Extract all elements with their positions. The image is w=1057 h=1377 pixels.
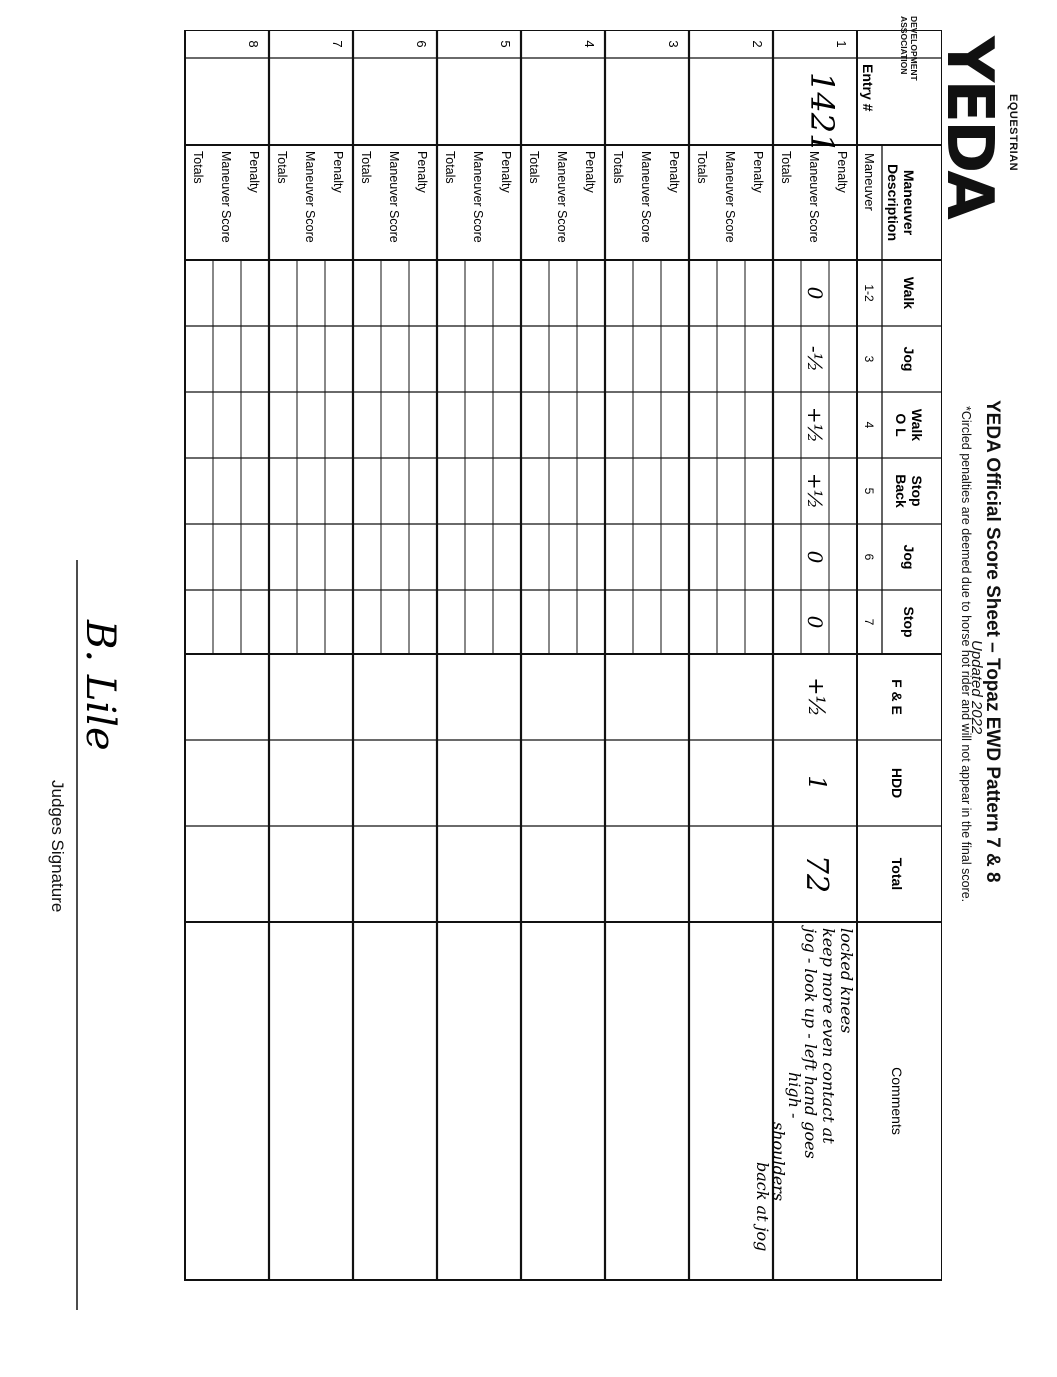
maneuver-score-value: 0 <box>803 615 827 629</box>
maneuver-header: Back <box>893 474 909 508</box>
subrow-label: Penalty <box>667 151 681 193</box>
entry-row-number: 7 <box>330 40 345 48</box>
col-header-hdd: HDD <box>889 767 905 799</box>
signature-area <box>57 60 127 1360</box>
col-header-entry: Entry # <box>860 64 876 112</box>
entry-row-number: 1 <box>834 40 849 48</box>
subrow-label: Maneuver Score <box>471 151 485 243</box>
subrow-label: Totals <box>611 151 625 184</box>
subrow-label: Penalty <box>583 151 597 193</box>
col-header-fe: F & E <box>889 679 905 715</box>
maneuver-header: Walk <box>901 276 917 310</box>
maneuver-score-value: 0 <box>803 550 827 564</box>
col-header-description: Maneuver <box>901 169 917 236</box>
subrow-label: Penalty <box>835 151 849 193</box>
page-title: YEDA Official Score Sheet – Topaz EWD Pattern 7 & 8 <box>982 400 1003 883</box>
maneuver-header: Walk <box>909 408 925 442</box>
hdd-score: 1 <box>803 775 831 791</box>
col-header-total: Total <box>889 857 905 891</box>
maneuver-score-value: 0 <box>803 286 827 300</box>
logo-bottom-text: DEVELOPMENT ASSOCIATION <box>899 16 919 81</box>
subrow-label: Maneuver Score <box>723 151 737 243</box>
comment-line: back at jog <box>753 1162 772 1252</box>
logo-top-text: EQUESTRIAN <box>1007 94 1019 172</box>
subrow-label: Totals <box>359 151 373 184</box>
comment-line: high - <box>785 1072 804 1119</box>
col-header-comments: Comments <box>889 1067 905 1135</box>
maneuver-number: 6 <box>862 553 876 561</box>
total-score: 72 <box>799 854 834 894</box>
maneuver-header: Stop <box>901 606 917 638</box>
updated-date: Updated 2022 <box>968 640 985 735</box>
maneuver-header: O L <box>893 413 909 437</box>
fe-score: +½ <box>803 677 828 717</box>
comment-line: locked knees <box>837 928 856 1034</box>
subrow-label: Maneuver Score <box>303 151 317 243</box>
entry-row-number: 4 <box>582 40 597 48</box>
penalty-note: *Circled penalties are deemed due to horse not rider and will not appear in the final score. <box>959 406 973 903</box>
entry-row-number: 5 <box>498 40 513 48</box>
subrow-label: Maneuver Score <box>219 151 233 243</box>
maneuver-label: Maneuver <box>862 153 877 211</box>
maneuver-number: 5 <box>862 487 876 495</box>
col-header-description-2: Description <box>885 163 901 242</box>
subrow-label: Penalty <box>751 151 765 193</box>
comment-line: shoulders <box>769 1122 788 1202</box>
maneuver-header: Stop <box>909 475 925 507</box>
comment-line: jog - look up - left hand goes <box>801 928 820 1159</box>
entry-number-handwritten: 1421 <box>803 72 841 154</box>
subrow-label: Penalty <box>247 151 261 193</box>
signature-label: Judges Signature <box>48 780 67 913</box>
entry-row-number: 8 <box>246 40 261 48</box>
subrow-label: Maneuver Score <box>807 151 821 243</box>
maneuver-score-value: -½ <box>803 345 827 373</box>
maneuver-header: Jog <box>901 346 917 372</box>
subrow-label: Maneuver Score <box>555 151 569 243</box>
maneuver-header: Jog <box>901 544 917 570</box>
maneuver-number: 4 <box>862 421 876 429</box>
maneuver-score-value: +½ <box>803 472 827 510</box>
entry-row-number: 3 <box>666 40 681 48</box>
maneuver-number: 3 <box>862 355 876 363</box>
subrow-label: Penalty <box>415 151 429 193</box>
judge-signature: B. Lile <box>77 620 123 751</box>
subrow-label: Penalty <box>331 151 345 193</box>
subrow-label: Totals <box>695 151 709 184</box>
subrow-label: Totals <box>779 151 793 184</box>
subrow-label: Totals <box>443 151 457 184</box>
subrow-label: Totals <box>275 151 289 184</box>
subrow-label: Maneuver Score <box>387 151 401 243</box>
maneuver-number: 1-2 <box>862 284 876 302</box>
maneuver-number: 7 <box>862 618 876 626</box>
maneuver-score-value: +½ <box>803 406 827 444</box>
logo-mark: YEDA <box>932 36 1006 217</box>
subrow-label: Totals <box>191 151 205 184</box>
entry-row-number: 2 <box>750 40 765 48</box>
subrow-label: Penalty <box>499 151 513 193</box>
score-table <box>152 30 942 1330</box>
entry-row-number: 6 <box>414 40 429 48</box>
subrow-label: Totals <box>527 151 541 184</box>
subrow-label: Maneuver Score <box>639 151 653 243</box>
comment-line: keep more even contact at <box>819 928 838 1144</box>
